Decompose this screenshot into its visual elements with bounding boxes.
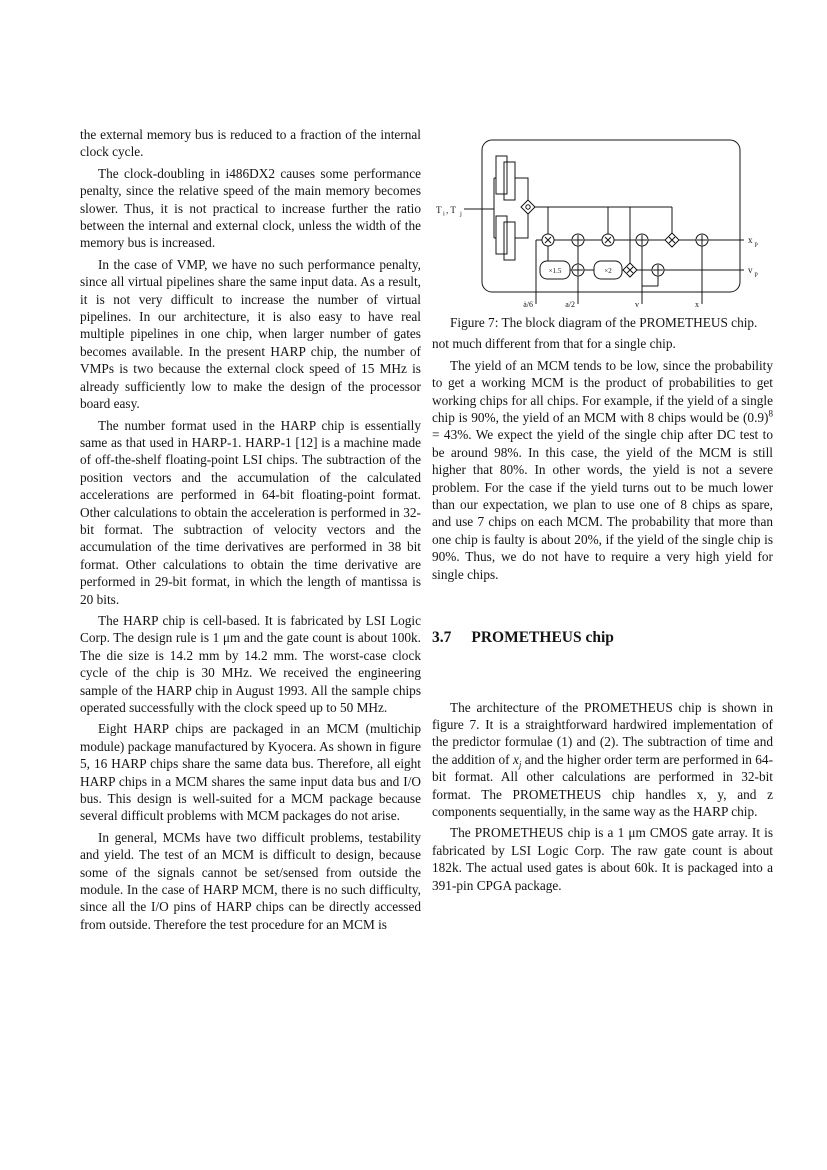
svg-text:ȧ/6: ȧ/6 bbox=[523, 300, 533, 309]
paragraph: In general, MCMs have two difficult problems, testability and yield. The test of an MCM is difficult to design, because some of the signals cannot be set/sensed from outside the module. In the case of HARP MCM, there is no such difficulty, since all the I/O pins of HARP chips can be directly accessed from outside. Therefore the test procedure for an MCM is bbox=[80, 829, 421, 932]
bottom-input-labels bbox=[523, 300, 699, 309]
paragraph: The PROMETHEUS chip is a 1 μm CMOS gate array. It is fabricated by LSI Logic Corp. The raw gate count is about 182k. The actual used gates is about 60k. It is packaged into a 391-pin CPGA package. bbox=[432, 825, 773, 893]
paragraph: The clock-doubling in i486DX2 causes some performance penalty, since the relative speed of the main memory becomes slower. Thus, it is not practical to increase further the ratio between the internal and external clock, unless the width of the memory bus is increased. bbox=[80, 165, 421, 251]
paragraph bbox=[432, 699, 773, 821]
svg-text:x: x bbox=[695, 300, 699, 309]
svg-text:, T: , T bbox=[446, 205, 456, 215]
svg-text:p: p bbox=[754, 240, 758, 248]
right-column bbox=[432, 136, 773, 898]
section-title: PROMETHEUS chip bbox=[471, 629, 614, 647]
svg-text:p: p bbox=[754, 270, 758, 278]
section-number: 3.7 bbox=[432, 629, 452, 647]
svg-text:a/2: a/2 bbox=[565, 300, 575, 309]
svg-text:v: v bbox=[635, 300, 639, 309]
top-bus bbox=[535, 207, 672, 263]
math-variable: x bbox=[512, 751, 519, 767]
yield-text-pre: The yield of an MCM tends to be low, since the probability to get a working MCM is the product of probabilities to get working chips for all chips. For example, if the yield of a single chip is 90%, the yield of an MCM with 8 chips would be (0.9) bbox=[432, 357, 773, 426]
paragraph: Eight HARP chips are packaged in an MCM (multichip module) package manufactured by Kyocera. As shown in figure 5, 16 HARP chips share the same data bus. Therefore, all eight HARP chips in a MCM shares the same input data bus and I/O bus. This design is well-suited for a MCM package because several difficult problems with MCM packages do not arise. bbox=[80, 721, 421, 824]
subscript: j bbox=[518, 759, 522, 770]
paragraph: not much different from that for a single chip. bbox=[432, 336, 676, 352]
row1-operators bbox=[536, 233, 744, 261]
figure-7 bbox=[432, 136, 773, 314]
input-label bbox=[436, 205, 462, 218]
coefficient-label: ×2 bbox=[604, 267, 612, 275]
paragraph bbox=[432, 357, 773, 583]
output-labels bbox=[748, 235, 758, 278]
arch-text-post: and the higher order term are performed in 64-bit format. All other calculations are performed in 32-bit format. The PROMETHEUS chip handles x, y, and z components sequentially, in the same way as the HARP chip. bbox=[432, 751, 774, 819]
svg-text:x: x bbox=[748, 235, 753, 245]
exponent: 8 bbox=[768, 408, 773, 419]
paragraph: the external memory bus is reduced to a fraction of the internal clock cycle. bbox=[80, 127, 421, 160]
figure-caption: Figure 7: The block diagram of the PROMETHEUS chip. bbox=[450, 315, 758, 330]
subtractor-blocks bbox=[496, 156, 528, 260]
left-column bbox=[80, 126, 421, 937]
svg-text:j: j bbox=[460, 210, 462, 218]
paragraph: The HARP chip is cell-based. It is fabricated by LSI Logic Corp. The design rule is 1 μm and the gate count is about 100k. The die size is 14.2 mm by 14.2 mm. The worst-case clock cycle of the chip is 30 MHz. We received the engineering sample of the HARP chip in August 1993. All the sample chips operated successfully with the clock speed up to 50 MHz. bbox=[80, 612, 421, 715]
input-wire bbox=[464, 178, 496, 238]
svg-text:T: T bbox=[436, 205, 442, 215]
paragraph: The number format used in the HARP chip is essentially same as that used in HARP-1. HARP-1 [12] is a machine made of off-the-shelf floating-point LSI chips. The subtraction of the position vectors and the accumulation of the calculated accelerations are performed in 64-bit floating-point format. Other calculations to obtain the acceleration is performed in 32-bit format. The subtraction of velocity vectors and the accumulation of the time derivatives are performed in 38 bit format. Other calculations to obtain the time derivative are performed in 29-bit format, in which the length of mantissa is 20 bits. bbox=[80, 417, 421, 607]
svg-text:v: v bbox=[748, 265, 753, 275]
svg-text:i: i bbox=[443, 210, 445, 218]
diamond-node bbox=[521, 200, 535, 214]
coefficient-label: ×1.5 bbox=[548, 267, 562, 275]
paragraph: In the case of VMP, we have no such performance penalty, since all virtual pipelines share the same input data. As a result, it is not very difficult to increase the number of virtual pipelines. In our architecture, it is also easy to have real multiple pipelines in one chip, when larger number of gates becomes available. In the present HARP chip, the number of VMPs is two because the external clock speed of 15 MHz is already sufficiently low to make the design of the processor board easy. bbox=[80, 256, 421, 412]
arch-text-pre: The architecture of the PROMETHEUS chip is shown in figure 7. It is a straightforward hardwired implementation of the predictor formulae (1) and (2). The subtraction of time and the addition of bbox=[432, 699, 773, 767]
prometheus-block-diagram bbox=[432, 136, 773, 314]
section-heading bbox=[432, 629, 773, 646]
yield-text-post: = 43%. We expect the yield of the single chip after DC test to be around 98%. In this case, the yield of the MCM is still higher that 80%. In other words, the yield is not a severe problem. For the case if the yield turns out to be much lower than our expectation, we plan to use one of 8 chips as spare, and use 7 chips on each MCM. The probability that more than one chip is faulty is about 20%, if the yield of the single chip is 90%. Thus, we do not have to require a very high yield for single chips. bbox=[432, 427, 773, 582]
